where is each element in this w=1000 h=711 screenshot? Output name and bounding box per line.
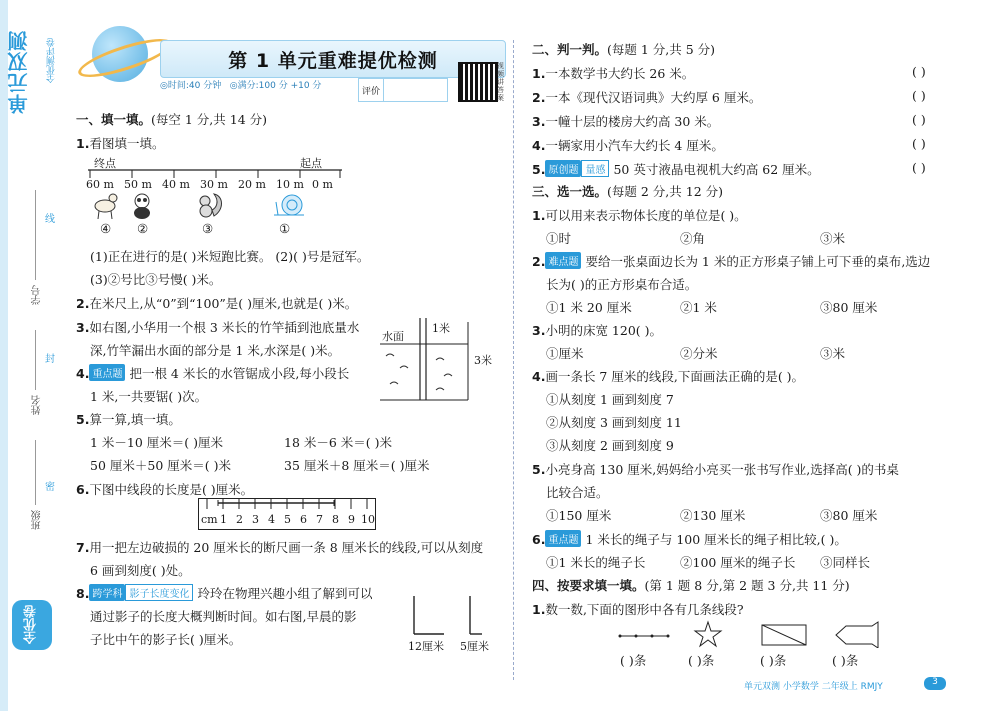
question-text: 一本数学书大约长 26 米。	[545, 66, 695, 81]
option[interactable]: ②角	[680, 231, 706, 246]
grade-label: 评价	[362, 87, 381, 97]
line-name	[35, 330, 36, 390]
question-number: 8.	[76, 586, 90, 601]
line-student-id	[35, 190, 36, 280]
question-text: 50 英寸液晶电视机大约高 62 厘米。	[613, 162, 820, 177]
seal-char-secret: 密	[45, 482, 55, 493]
section-fill-title: 一、填一填。	[76, 112, 152, 127]
ruler-tick: 40 m	[162, 178, 190, 191]
option[interactable]: ②分米	[680, 346, 718, 361]
section-choose-sub: (每题 2 分,共 12 分)	[607, 184, 723, 199]
option[interactable]: ③同样长	[820, 555, 871, 570]
ruler-tick: 60 m	[86, 178, 114, 191]
q1-part-a: (1)正在进行的是( )米短跑比赛。 (2)( )号是冠军。	[90, 249, 370, 264]
question-number: 5.	[76, 412, 90, 427]
choice-question-5	[532, 460, 899, 478]
exam-score: ◎满分:100 分 +10 分	[229, 81, 322, 91]
option[interactable]: ②1 米	[680, 300, 717, 315]
label-name: 姓名	[32, 395, 43, 415]
ruler-number: 8	[332, 513, 339, 526]
label-student-id: 学号	[32, 285, 43, 305]
question-number: 3.	[532, 114, 546, 129]
option[interactable]: ③米	[820, 346, 846, 361]
judge-item	[532, 88, 761, 106]
runner-mark: ④	[100, 221, 112, 236]
brand-subtitle: 全优测评卷	[47, 38, 57, 83]
star-shape	[695, 622, 721, 646]
question-text: 在米尺上,从“0”到“100”是( )厘米,也就是( )米。	[89, 296, 358, 311]
cross-subject-tag: 跨学科	[89, 584, 125, 601]
title-banner	[160, 40, 506, 78]
topic-tag: 量感	[581, 160, 609, 177]
count-question-1	[532, 600, 744, 618]
question-3-line2: 深,竹竿漏出水面的部分是 1 米,水深是( )米。	[90, 343, 341, 358]
option[interactable]: ③米	[820, 231, 846, 246]
question-number: 4.	[532, 369, 546, 384]
count-blank[interactable]: ( )条	[688, 653, 715, 668]
section-count-title: 四、按要求填一填。	[532, 578, 645, 593]
question-number: 1.	[76, 136, 90, 151]
ruler-number: 1	[220, 513, 227, 526]
side-margin	[0, 0, 62, 711]
question-text: 把一根 4 米长的水管锯成小段,每小段长	[129, 366, 350, 381]
option[interactable]: ①150 厘米	[546, 508, 612, 523]
brand-logo: 单元双测	[7, 30, 31, 114]
question-2	[76, 294, 357, 312]
section-count-sub: (第 1 题 8 分,第 2 题 3 分,共 11 分)	[644, 578, 850, 593]
option[interactable]: ③从刻度 2 画到刻度 9	[546, 438, 674, 453]
question-text: 小亮身高 130 厘米,妈妈给小亮买一张书写作业,选择高( )的书桌	[545, 462, 899, 477]
judge-item	[532, 136, 724, 154]
question-text: 1 米长的绳子与 100 厘米长的绳子相比较,( )。	[585, 532, 847, 547]
option[interactable]: ②100 厘米的绳子长	[680, 555, 796, 570]
section-judge-sub: (每题 1 分,共 5 分)	[607, 42, 716, 57]
grade-divider	[383, 79, 384, 101]
question-text: 画一条长 7 厘米的线段,下面画法正确的是( )。	[545, 369, 805, 384]
shadow-figure	[404, 594, 504, 640]
snail-icon	[272, 192, 308, 218]
count-blank[interactable]: ( )条	[832, 653, 859, 668]
panda-icon	[130, 192, 154, 220]
ruler-number: 2	[236, 513, 243, 526]
question-number: 6.	[532, 532, 546, 547]
question-number: 5.	[532, 462, 546, 477]
question-number: 3.	[76, 320, 90, 335]
label-class: 班级	[32, 510, 43, 530]
question-1	[76, 134, 164, 152]
ruler-tick: 0 m	[312, 178, 333, 191]
ruler-tick: 20 m	[238, 178, 266, 191]
choice-question-3	[532, 321, 662, 339]
question-text: 玲玲在物理兴趣小组了解到可以	[197, 586, 373, 601]
measured-segment	[216, 500, 336, 506]
key-question-tag: 重点题	[89, 364, 125, 381]
question-text: 一本《现代汉语词典》大约厚 6 厘米。	[545, 90, 762, 105]
qr-label: 视频讲答案	[497, 62, 504, 102]
ruler-number: 10	[361, 513, 375, 526]
question-4	[76, 364, 349, 382]
question-8-line3: 子比中午的影子长( )厘米。	[90, 632, 242, 647]
exam-time: ◎时间:40 分钟	[160, 81, 222, 91]
question-text: 算一算,填一填。	[89, 412, 181, 427]
answer-paren[interactable]: ( )	[912, 160, 926, 175]
choice-question-2	[532, 252, 930, 270]
question-number: 4.	[76, 366, 90, 381]
horse-icon	[92, 192, 118, 220]
question-5	[76, 410, 181, 428]
answer-paren[interactable]: ( )	[912, 112, 926, 127]
difficult-tag: 难点题	[545, 252, 581, 269]
choice-question-6	[532, 530, 847, 548]
page-title: 第 1 单元重难提优检测	[228, 50, 438, 72]
ruler-number: 4	[268, 513, 275, 526]
question-number: 5.	[532, 162, 546, 177]
option[interactable]: ①厘米	[546, 346, 584, 361]
judge-item	[532, 112, 719, 130]
question-text: 要给一张桌面边长为 1 米的正方形桌子铺上可下垂的桌布,选边	[585, 254, 931, 269]
question-7-line2: 6 画到刻度( )处。	[90, 563, 191, 578]
bottom-logo: 全优卷	[12, 600, 52, 650]
ruler-number: 3	[252, 513, 259, 526]
rectangle-diagonal-shape	[762, 625, 806, 645]
question-number: 4.	[532, 138, 546, 153]
ruler-tick: 50 m	[124, 178, 152, 191]
question-number: 1.	[532, 66, 546, 81]
option[interactable]: ③80 厘米	[820, 300, 878, 315]
question-number: 1.	[532, 602, 546, 617]
morning-shadow-label: 12厘米	[408, 640, 444, 653]
question-4-line2: 1 米,一共要锯( )次。	[90, 389, 208, 404]
section-title-fill	[76, 110, 267, 128]
line-class	[35, 440, 36, 505]
option[interactable]: ①时	[546, 231, 572, 246]
choice-question-2-line2: 长为( )的正方形桌布合适。	[546, 277, 698, 292]
ruler-tick: 10 m	[276, 178, 304, 191]
choice-question-4	[532, 367, 804, 385]
ruler-number: 5	[284, 513, 291, 526]
answer-paren[interactable]: ( )	[912, 64, 926, 79]
start-label: 起点	[300, 157, 322, 170]
ruler-number: 7	[316, 513, 323, 526]
choice-question-1	[532, 206, 747, 224]
question-text: 下图中线段的长度是( )厘米。	[89, 482, 254, 497]
seal-char-line: 线	[45, 214, 55, 225]
option[interactable]: ②130 厘米	[680, 508, 746, 523]
calc-item: 50 厘米＋50 厘米＝( )米	[90, 458, 231, 473]
answer-paren[interactable]: ( )	[912, 136, 926, 151]
section-title-choose	[532, 182, 723, 200]
qr-code-icon[interactable]	[458, 62, 498, 102]
ruler-tick: 30 m	[200, 178, 228, 191]
question-8	[76, 584, 372, 602]
topic-tag: 影子长度变化	[125, 584, 193, 601]
runner-mark: ③	[202, 221, 214, 236]
judge-item	[532, 160, 820, 178]
grade-box	[358, 78, 448, 102]
section-choose-title: 三、选一选。	[532, 184, 608, 199]
q1-part-b: (3)②号比③号慢( )米。	[90, 272, 222, 287]
ruler-number: 6	[300, 513, 307, 526]
question-6	[76, 480, 253, 498]
count-blank[interactable]: ( )条	[760, 653, 787, 668]
question-text: 数一数,下面的图形中各有几条线段?	[545, 602, 744, 617]
judge-item	[532, 64, 694, 82]
question-text: 看图填一填。	[89, 136, 165, 151]
question-text: 小明的床宽 120( )。	[545, 323, 663, 338]
question-text: 用一把左边破损的 20 厘米长的断尺画一条 8 厘米长的线段,可以从刻度	[89, 540, 484, 555]
section-fill-sub: (每空 1 分,共 14 分)	[151, 112, 267, 127]
option[interactable]: ①从刻度 1 画到刻度 7	[546, 392, 674, 407]
count-blank[interactable]: ( )条	[620, 653, 647, 668]
section-judge-title: 二、判一判。	[532, 42, 608, 57]
pole-length-label: 3米	[474, 354, 492, 367]
footer-text: 单元双测 小学数学 二年级上 RMJY	[744, 682, 883, 692]
finish-label: 终点	[94, 157, 116, 170]
question-number: 7.	[76, 540, 90, 555]
option[interactable]: ③80 厘米	[820, 508, 878, 523]
seal-char-seal: 封	[45, 354, 55, 365]
ruler-unit: cm	[201, 513, 218, 526]
calc-item: 35 厘米＋8 厘米＝( )厘米	[284, 458, 430, 473]
runner-mark: ②	[137, 221, 149, 236]
column-divider	[513, 40, 514, 680]
option[interactable]: ②从刻度 3 画到刻度 11	[546, 415, 682, 430]
section-title-count	[532, 576, 850, 594]
pencil-shape	[836, 622, 878, 648]
question-text: 一幢十层的楼房大约高 30 米。	[545, 114, 720, 129]
key-question-tag: 重点题	[545, 530, 581, 547]
question-number: 3.	[532, 323, 546, 338]
choice-question-5-line2: 比较合适。	[546, 485, 609, 500]
above-water-label: 1米	[432, 322, 450, 335]
question-number: 6.	[76, 482, 90, 497]
water-surface-label: 水面	[382, 330, 404, 343]
option[interactable]: ①1 米长的绳子长	[546, 555, 646, 570]
answer-paren[interactable]: ( )	[912, 88, 926, 103]
question-3	[76, 318, 359, 336]
question-7	[76, 538, 483, 556]
noon-shadow-label: 5厘米	[460, 640, 489, 653]
ruler-number: 9	[348, 513, 355, 526]
page-number: 3	[924, 677, 946, 690]
squirrel-icon	[194, 190, 224, 220]
question-number: 2.	[532, 254, 546, 269]
question-number: 2.	[76, 296, 90, 311]
question-8-line2: 通过影子的长度大概判断时间。如右图,早晨的影	[90, 609, 357, 624]
question-text: 可以用来表示物体长度的单位是( )。	[545, 208, 747, 223]
calc-item: 18 米－6 米＝( )米	[284, 435, 393, 450]
section-title-judge	[532, 40, 715, 58]
segment-shape	[619, 635, 670, 638]
original-tag: 原创题	[545, 160, 581, 177]
question-text: 如右图,小华用一个根 3 米长的竹竿插到池底量水	[89, 320, 360, 335]
question-number: 2.	[532, 90, 546, 105]
runner-mark: ①	[279, 221, 291, 236]
question-number: 1.	[532, 208, 546, 223]
pool-figure	[380, 316, 492, 402]
question-text: 一辆家用小汽车大约长 4 厘米。	[545, 138, 724, 153]
option[interactable]: ①1 米 20 厘米	[546, 300, 632, 315]
calc-item: 1 米－10 厘米＝( )厘米	[90, 435, 224, 450]
shapes-figure	[616, 620, 886, 648]
